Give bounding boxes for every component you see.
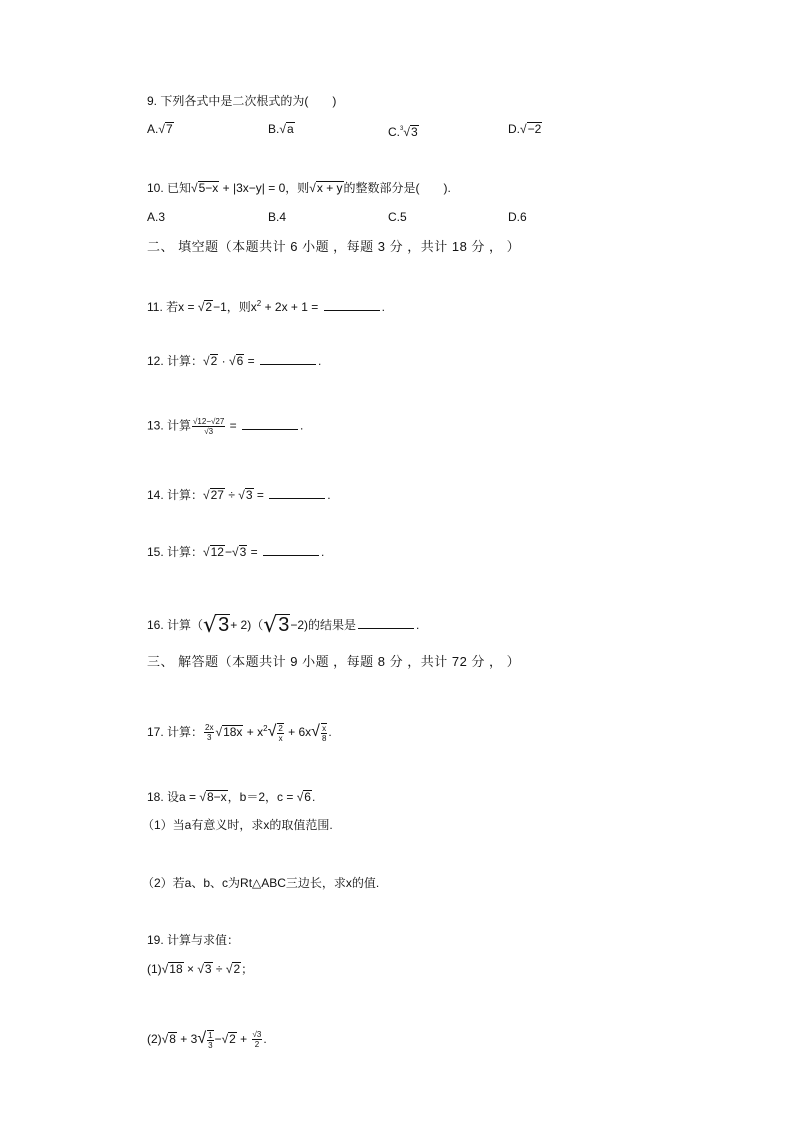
q18-part-2: （2）若a、b、c为Rt△ABC三边长，求x的值.: [142, 876, 380, 890]
q19-p1-radicand-1: 18: [169, 962, 183, 976]
q9-option-b-radicand: a: [286, 122, 294, 136]
q18-part-1: （1）当a有意义时，求x的取值范围.: [142, 818, 333, 832]
q14-end: .: [327, 488, 331, 502]
sqrt-icon: √: [311, 723, 320, 740]
sqrt-icon: √: [267, 723, 277, 740]
section-2-heading: 二、 填空题（本题共计 6 小题 ，每题 3 分 ，共计 18 分 ， ）: [147, 239, 521, 254]
q12-tail: =: [244, 354, 258, 368]
q17-plus-1: + x: [243, 725, 264, 739]
q16-radicand-2: 3: [278, 614, 290, 636]
q17-f1-denominator: 3: [207, 733, 212, 743]
q19-p2-fraction-1: [207, 1030, 213, 1050]
q16-radicand-1: 3: [218, 614, 230, 636]
q19-p1-times: ×: [183, 962, 198, 976]
q19-p2-f1-numerator: 1: [208, 1030, 213, 1040]
q11-prefix: 11. 若x =: [147, 300, 198, 314]
q16-answer-blank[interactable]: [358, 618, 414, 629]
sqrt-icon: √: [197, 962, 204, 976]
q16-end: .: [416, 618, 420, 632]
q11-tail: + 2x + 1 =: [261, 300, 322, 314]
q12-end: .: [317, 354, 322, 368]
q17-f1-numerator: 2x: [205, 723, 214, 733]
q10-radicand-2: x + y: [316, 181, 343, 195]
q19-stem: 19. 计算与求值：: [147, 933, 240, 947]
q11: [147, 296, 385, 315]
q19-p2-f2-denominator: 2: [254, 1040, 260, 1050]
sqrt-icon: √: [161, 962, 169, 976]
q12: [147, 353, 321, 369]
q15-prefix: 15. 计算：: [147, 545, 204, 559]
q16: [147, 612, 419, 639]
q10-stem: [147, 180, 451, 196]
q18-end: .: [311, 790, 316, 804]
q10-option-a: A.3: [147, 210, 166, 224]
q19-p1-radicand-3: 2: [233, 962, 241, 976]
q11-after: −1，则x: [213, 300, 257, 314]
q15-answer-blank[interactable]: [263, 545, 319, 556]
sqrt-icon: √: [296, 790, 304, 804]
sqrt-icon: √: [403, 125, 410, 139]
q18-radicand-a: 8−x: [206, 790, 227, 804]
sqrt-icon: √: [238, 488, 245, 502]
q17-f2-denominator: x: [278, 733, 283, 743]
q17-f2-numerator: 2: [278, 723, 283, 733]
q13-end: .: [299, 418, 304, 433]
q17-f3-denominator: 8: [321, 733, 327, 743]
sqrt-icon: √: [225, 962, 233, 976]
q19-p2-radicand-1: 8: [169, 1032, 176, 1046]
q9-option-a: [147, 121, 174, 137]
sqrt-icon: √: [199, 790, 206, 804]
q19-p2-prefix: (2): [147, 1032, 162, 1046]
q9-option-c: [388, 121, 419, 140]
q9-option-c-radicand: 3: [410, 125, 418, 139]
sqrt-icon: √: [203, 488, 210, 502]
sqrt-icon: √: [215, 725, 223, 739]
q13-denominator: √3: [204, 427, 214, 436]
sqrt-icon: √: [203, 545, 210, 559]
q14-prefix: 14. 计算：: [147, 488, 204, 502]
sqrt-icon: √: [158, 122, 165, 136]
q17-fraction-2: [277, 723, 283, 743]
q9-option-d-radicand: −2: [527, 122, 542, 136]
q17-end: .: [328, 725, 332, 739]
q15-end: .: [320, 545, 325, 559]
sqrt-icon: √: [203, 354, 210, 368]
q16-part-b: −2)的结果是: [290, 618, 357, 632]
q19-p2-plus: + 3: [176, 1032, 198, 1046]
q19-p2-f1-denominator: 3: [208, 1040, 213, 1050]
q10-suffix: 的整数部分是( ).: [343, 181, 451, 195]
q17-fraction-3: [321, 723, 327, 743]
sqrt-icon: √: [203, 613, 218, 638]
q16-part-a: + 2)（: [230, 618, 264, 632]
q9-option-c-label: C.: [388, 125, 400, 139]
q13-numerator: √12−√27: [193, 417, 225, 426]
q11-end: .: [381, 300, 385, 314]
sqrt-icon: √: [263, 613, 278, 638]
q15-tail: =: [247, 545, 261, 559]
q19-part-1: [147, 961, 253, 977]
q10-option-c: C.5: [388, 210, 407, 224]
q17-prefix: 17. 计算：: [147, 725, 204, 739]
q18-radicand-c: 6: [304, 790, 311, 804]
q9-option-c-index: 3: [400, 126, 404, 132]
q19-p2-minus: −: [214, 1032, 222, 1046]
sqrt-icon: √: [232, 545, 239, 559]
q19-part-2: [147, 1028, 267, 1050]
q15: [147, 544, 324, 560]
q14-answer-blank[interactable]: [269, 488, 325, 499]
section-3-heading: 三、 解答题（本题共计 9 小题 ，每题 8 分 ，共计 72 分 ， ）: [147, 654, 521, 669]
q9-option-a-radicand: 7: [165, 122, 173, 136]
q13-answer-blank[interactable]: [242, 419, 298, 430]
q9-option-b: [268, 121, 295, 137]
q17-exponent: 2: [263, 724, 268, 733]
q10-radicand-1: 5−x: [198, 181, 219, 195]
sqrt-icon: √: [228, 354, 236, 368]
q9-option-b-label: B.: [268, 122, 280, 136]
q14-tail: =: [253, 488, 268, 502]
q18-prefix: 18. 设a =: [147, 790, 200, 804]
q19-p1-radicand-2: 3: [204, 962, 212, 976]
sqrt-icon: √: [197, 1030, 207, 1047]
q19-p1-divide: ÷: [212, 962, 226, 976]
q14: [147, 487, 331, 503]
q9-option-d: [508, 121, 542, 137]
q17-fraction-1: [204, 723, 214, 742]
q13: [147, 417, 303, 436]
q19-p1-prefix: (1): [147, 962, 162, 976]
q12-answer-blank[interactable]: [260, 354, 316, 365]
q10-prefix: 10. 已知: [147, 181, 192, 195]
q13-fraction: [192, 417, 225, 436]
q17-radicand-1: 18x: [223, 725, 243, 739]
sqrt-icon: √: [221, 1032, 229, 1046]
q11-exponent: 2: [256, 299, 262, 308]
q15-radicand-1: 12: [210, 545, 224, 559]
sqrt-icon: √: [279, 122, 286, 136]
q12-prefix: 12. 计算：: [147, 354, 204, 368]
q19-p2-fraction-2: [252, 1030, 263, 1049]
q19-p2-end: .: [263, 1032, 267, 1046]
q11-answer-blank[interactable]: [324, 300, 380, 311]
q12-middle: ·: [218, 354, 229, 368]
q15-radicand-2: 3: [239, 545, 247, 559]
q19-p2-plus-2: +: [236, 1032, 251, 1046]
q12-radicand-2: 6: [236, 354, 244, 368]
q13-prefix: 13. 计算: [147, 418, 192, 433]
q14-middle: ÷: [224, 488, 239, 502]
q18-tail: ，b＝2，c =: [227, 790, 297, 804]
q9-option-d-label: D.: [508, 122, 520, 136]
q19-p2-radicand-2: 2: [229, 1032, 236, 1046]
q14-radicand-1: 27: [210, 488, 224, 502]
q9-stem: 9. 下列各式中是二次根式的为( ): [147, 94, 337, 108]
q17-f3-numerator: x: [322, 723, 327, 733]
q9-option-a-label: A.: [147, 122, 159, 136]
sqrt-icon: √: [309, 181, 316, 195]
sqrt-icon: √: [197, 300, 205, 314]
sqrt-icon: √: [161, 1032, 169, 1046]
q15-middle: −: [224, 545, 232, 559]
q11-radicand: 2: [205, 300, 213, 314]
sqrt-icon: √: [520, 122, 527, 136]
q19-p1-end: ；: [241, 962, 254, 976]
q10-option-b: B.4: [268, 210, 287, 224]
q17-plus-2: + 6x: [284, 725, 312, 739]
q18-stem: [147, 789, 315, 805]
q12-radicand-1: 2: [210, 354, 218, 368]
q10-middle: + |3x−y| = 0，则: [219, 181, 310, 195]
q14-radicand-2: 3: [245, 488, 253, 502]
sqrt-icon: √: [191, 181, 198, 195]
q17: [147, 718, 332, 743]
q10-option-d: D.6: [508, 210, 527, 224]
q16-prefix: 16. 计算（: [147, 618, 204, 632]
q19-p2-f2-numerator: √3: [252, 1030, 262, 1040]
q13-tail: =: [226, 418, 240, 433]
